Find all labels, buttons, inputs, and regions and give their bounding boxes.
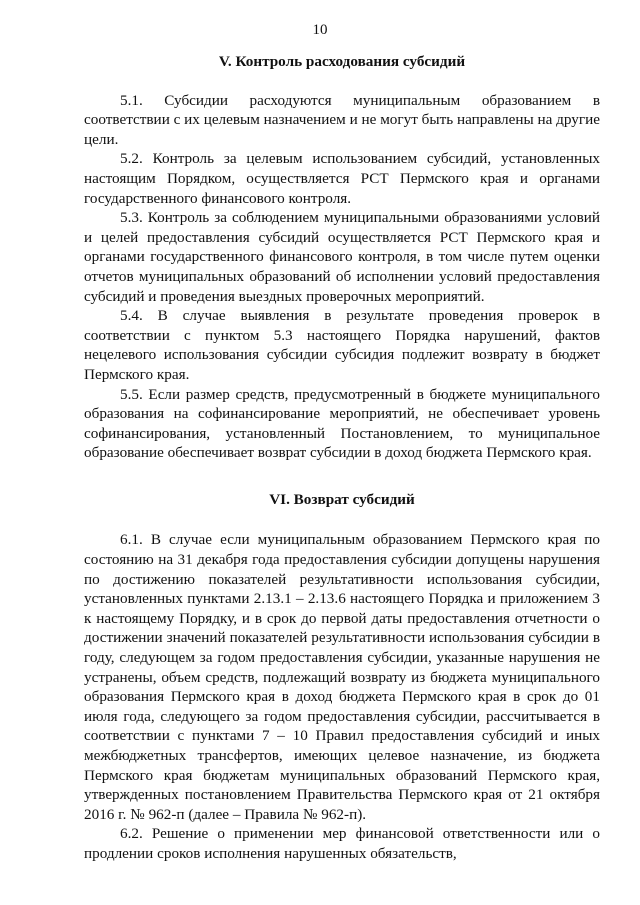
page-number: 10	[312, 22, 328, 38]
paragraph-6-2: 6.2. Решение о применении мер финансовой ответственности или о продлении сроков исполнения нарушенных обязательств,	[84, 825, 600, 862]
section-title-refund: VI. Возврат субсидий	[269, 490, 415, 508]
document-body	[84, 52, 600, 864]
paragraph-5-4: 5.4. В случае выявления в результате проведения проверок в соответствии с пунктом 5.3 настоящего Порядка нарушений, фактов нецелевого использования субсидии субсидия подлежит возврату в бюджет Пермского края.	[84, 307, 600, 383]
paragraph-6-1: 6.1. В случае если муниципальным образованием Пермского края по состоянию на 31 декабря года предоставления субсидии допущены нарушения по достижению показателей результативности использования субсидии, установленных пунктами 2.13.1 – 2.13.6 настоящего Порядка и приложением 3 к настоящему Порядку, и в срок до первой даты предоставления отчетности о достижении значений показателей результативности использования субсидии в году, следующем за годом предоставления субсидии, указанные нарушения не устранены, объем средств, подлежащий возврату из бюджета муниципального образования Пермского края в доход бюджета Пермского края в срок до 01 июля года, следующего за годом предоставления субсидии, рассчитывается в соответствии с пунктами 7 – 10 Правил предоставления субсидий и иных межбюджетных трансфертов, имеющих целевое назначение, из бюджета Пермского края бюджетам муниципальных образований Пермского края, утвержденных постановлением Правительства Пермского края от 21 октября 2016 г. № 962-п (далее – Правила № 962-п).	[84, 531, 600, 823]
paragraph-5-1: 5.1. Субсидии расходуются муниципальным образованием в соответствии с их целевым назначением и не могут быть направлены на другие цели.	[84, 91, 600, 148]
section-title-control: V. Контроль расходования субсидий	[218, 53, 466, 70]
paragraph-5-3: 5.3. Контроль за соблюдением муниципальными образованиями условий и целей предоставления субсидий осуществляется РСТ Пермского края и органами государственного финансового контроля, в том числе путем оценки отчетов муниципальных образований об исполнении условий предоставления субсидий и проведения выездных проверочных мероприятий.	[84, 209, 600, 305]
paragraph-5-2: 5.2. Контроль за целевым использованием субсидий, установленных настоящим Порядком, осуществляется РСТ Пермского края и органами государственного финансового контроля.	[84, 150, 600, 207]
paragraph-5-5: 5.5. Если размер средств, предусмотренный в бюджете муниципального образования на софинансирование мероприятий, не обеспечивает уровень софинансирования, установленный Постановлением, то муниципальное образование обеспечивает возврат субсидии в доход бюджета Пермского края.	[84, 385, 600, 462]
